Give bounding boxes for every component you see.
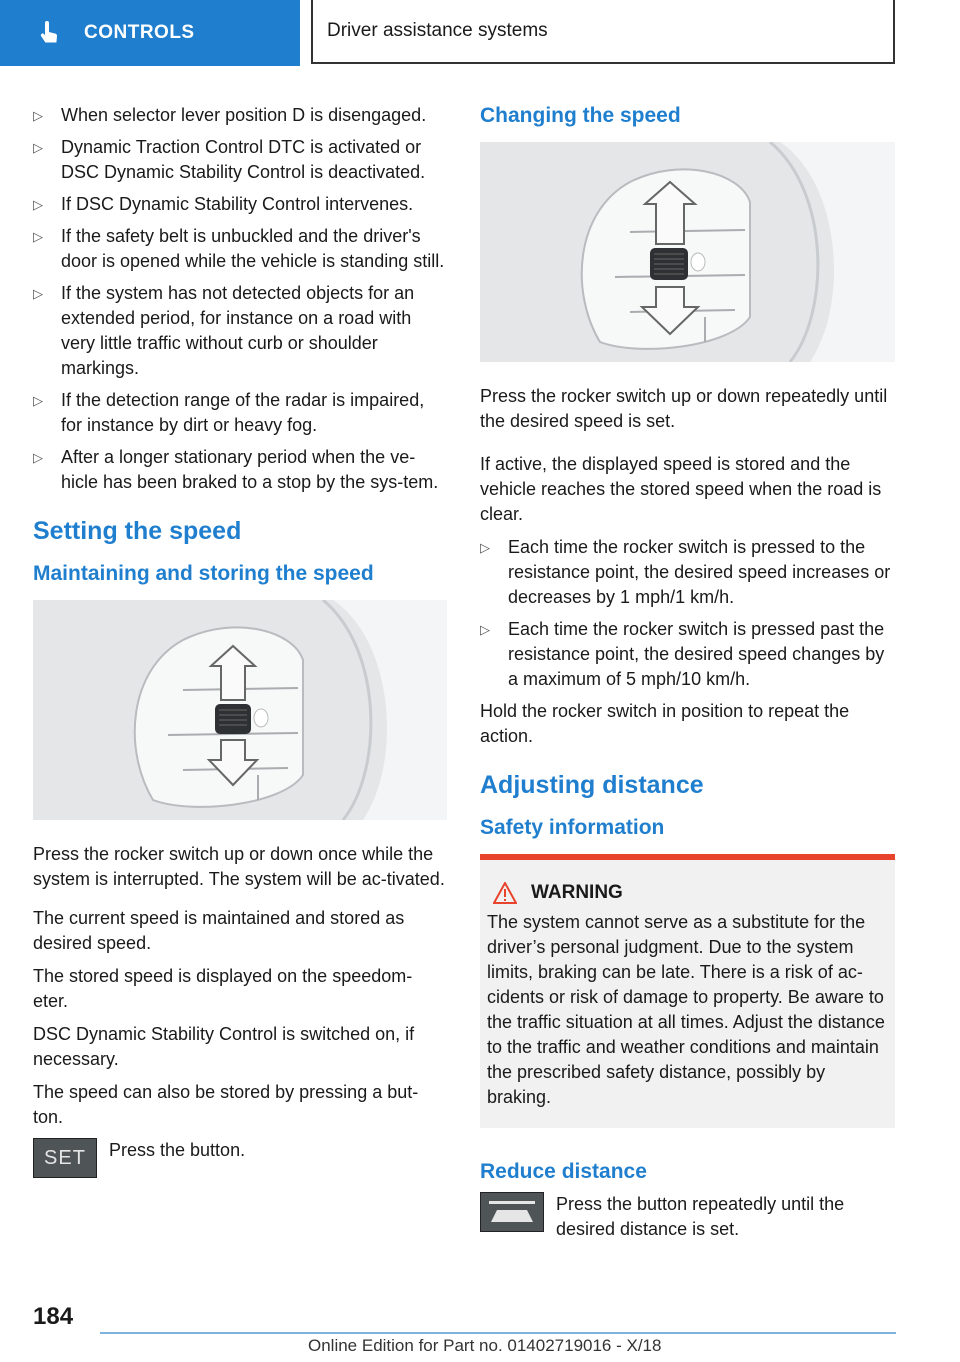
distance-icon bbox=[481, 1193, 543, 1231]
set-button-row bbox=[33, 1138, 447, 1178]
paragraph: If active, the displayed speed is stored and the vehicle reaches the stored speed when the road is clear. bbox=[480, 454, 882, 524]
list-item: ▷ Each time the rocker switch is pressed to the resistance point, the desired speed increases or decreases by 1 mph/1 km/h. bbox=[480, 535, 895, 610]
heading-changing-speed: Changing the speed bbox=[480, 104, 681, 127]
paragraph: Press the rocker switch up or down once while the system is interrupted. The system will be ac‐tivated. bbox=[33, 844, 445, 889]
chapter-label: CONTROLS bbox=[84, 22, 195, 43]
list-item: ▷ Dynamic Traction Control DTC is activated or DSC Dynamic Stability Control is deactivated. bbox=[33, 135, 447, 185]
heading-reduce-distance: Reduce distance bbox=[480, 1160, 647, 1183]
set-button[interactable]: SET bbox=[33, 1138, 97, 1178]
distance-button[interactable] bbox=[480, 1192, 544, 1232]
paragraph: The speed can also be stored by pressing a but‐ton. bbox=[33, 1082, 419, 1127]
footer-edition: Online Edition for Part no. 01402719016 - X/18 bbox=[308, 1336, 662, 1355]
warning-title: WARNING bbox=[531, 882, 623, 903]
reduce-distance-text: Press the button repeatedly until the desired distance is set. bbox=[556, 1194, 845, 1239]
left-column bbox=[33, 100, 447, 1178]
right-column bbox=[480, 100, 895, 1242]
list-item: ▷ If the detection range of the radar is impaired, for instance by dirt or heavy fog. bbox=[33, 388, 447, 438]
set-button-instruction: Press the button. bbox=[109, 1140, 246, 1160]
paragraph: The current speed is maintained and stored as desired speed. bbox=[33, 908, 405, 953]
deactivation-list bbox=[33, 103, 447, 495]
paragraph: DSC Dynamic Stability Control is switched on, if necessary. bbox=[33, 1024, 415, 1069]
rocker-switch-figure-2 bbox=[480, 142, 895, 362]
footer-divider bbox=[100, 1332, 896, 1334]
page-number: 184 bbox=[33, 1303, 74, 1330]
reduce-distance-row bbox=[480, 1192, 895, 1242]
list-item: ▷ When selector lever position D is disengaged. bbox=[33, 103, 447, 128]
paragraph: The stored speed is displayed on the speedom‐eter. bbox=[33, 966, 413, 1011]
rocker-switch-illustration bbox=[33, 600, 447, 820]
page-header bbox=[0, 0, 960, 66]
paragraph: Press the rocker switch up or down repeatedly until the desired speed is set. bbox=[480, 386, 888, 431]
list-item: ▷ If DSC Dynamic Stability Control intervenes. bbox=[33, 192, 447, 217]
section-title: Driver assistance systems bbox=[311, 0, 895, 64]
warning-triangle-icon bbox=[493, 882, 517, 904]
warning-title-row bbox=[487, 882, 888, 904]
heading-adjusting-distance: Adjusting distance bbox=[480, 771, 704, 799]
warning-box bbox=[480, 854, 895, 1128]
heading-maintaining-speed: Maintaining and storing the speed bbox=[33, 562, 374, 585]
speed-change-list bbox=[480, 535, 895, 692]
list-item: ▷ Each time the rocker switch is pressed past the resistance point, the desired speed changes by a maximum of 5 mph/10 km/h. bbox=[480, 617, 895, 692]
rocker-switch-figure bbox=[33, 600, 447, 820]
list-item: ▷ After a longer stationary period when the ve‐hicle has been braked to a stop by the sys‐tem. bbox=[33, 445, 447, 495]
hand-pointer-icon bbox=[36, 20, 62, 46]
heading-safety-information: Safety information bbox=[480, 816, 665, 839]
paragraph: Hold the rocker switch in position to repeat the action. bbox=[480, 701, 850, 746]
rocker-switch-illustration bbox=[480, 142, 895, 362]
list-item: ▷ If the system has not detected objects for an extended period, for instance on a road with very little traffic without curb or shoulder markings. bbox=[33, 281, 447, 381]
heading-setting-speed: Setting the speed bbox=[33, 517, 242, 545]
chapter-tab[interactable] bbox=[0, 0, 300, 66]
warning-text: The system cannot serve as a substitute for the driver’s personal judgment. Due to the system limits, braking can be late. There is a risk of ac‐cidents or risk of damage to property. Be aware to the traffic situation at all times. Adjust the distance to the traffic and weather conditions and maintain the prescribed safety distance, possibly by braking. bbox=[487, 912, 885, 1107]
list-item: ▷ If the safety belt is unbuckled and the driver's door is opened while the vehicle is standing still. bbox=[33, 224, 447, 274]
